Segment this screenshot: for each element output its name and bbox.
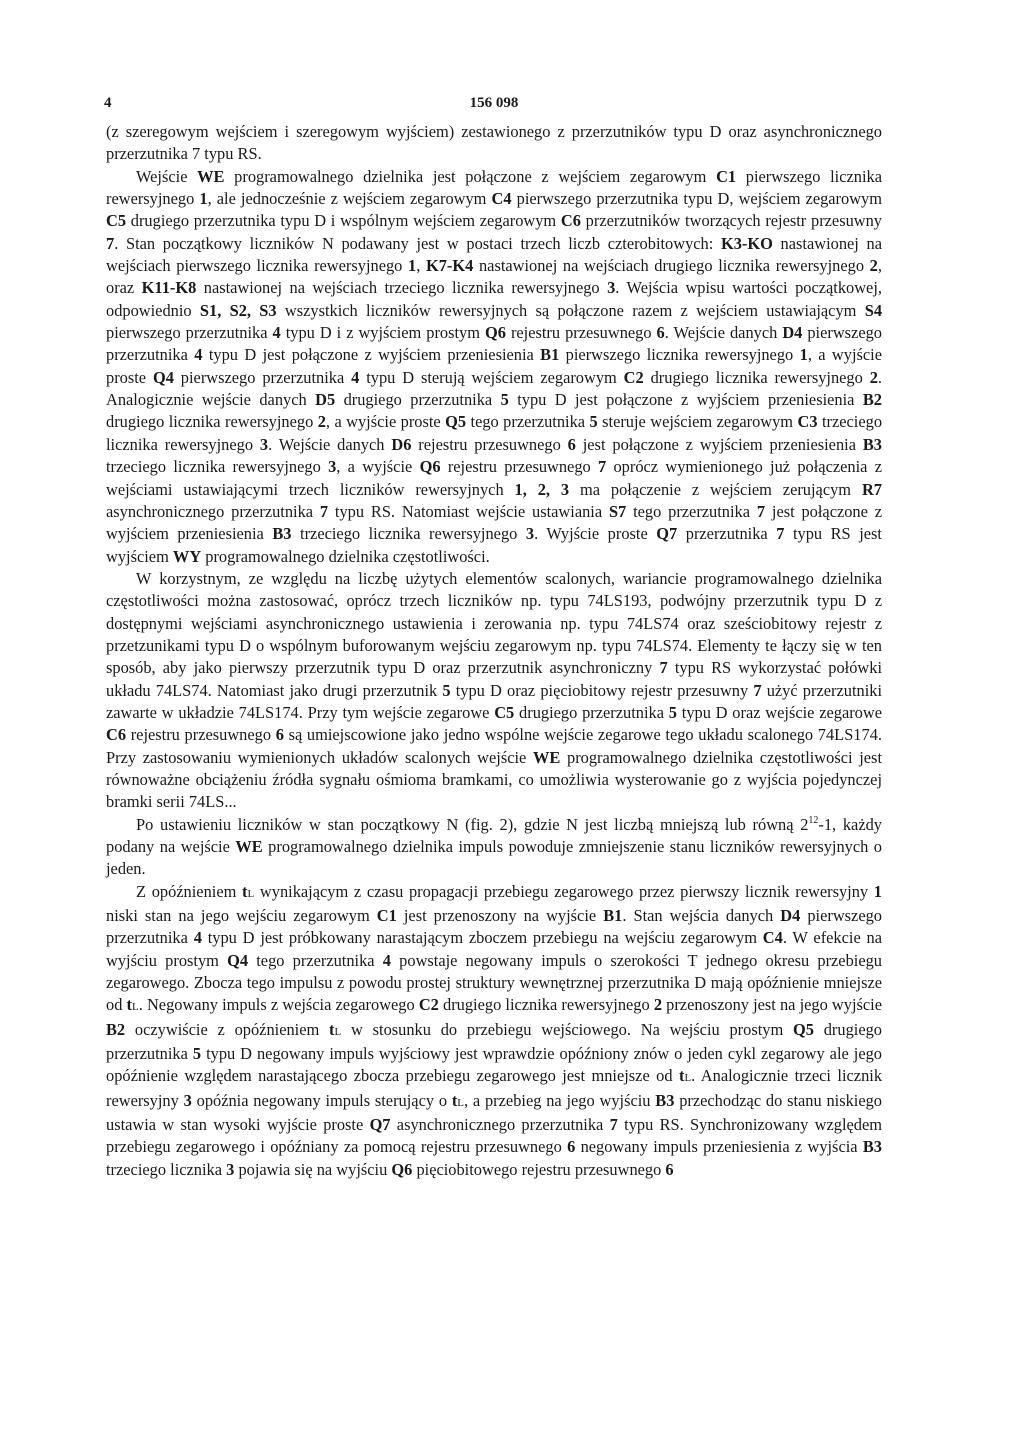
text-run: powstaje negowany impuls o szerokości T jednego okresu przebiegu zegarowego. Zbocza tego impulsu z powodu prostej struktury wewnętrznej przerzutnika D mają opóźnienie mniejsze od xyxy=(106,950,882,1015)
bold-term: D4 xyxy=(780,906,801,926)
subscript: L xyxy=(132,1001,139,1014)
text-run: drugiego licznika rewersyjnego xyxy=(438,995,654,1015)
bold-term: 6 xyxy=(665,1159,674,1179)
bold-term: D5 xyxy=(315,390,336,410)
text-run: pierwszego przerzutnika xyxy=(106,906,882,948)
bold-term: 7 xyxy=(756,501,766,521)
text-run: Wejście xyxy=(136,166,198,186)
text-run: przechodząc do stanu niskiego ustawia w stan wysoki wyjście proste xyxy=(106,1090,883,1135)
text-run: rejestru przesuwnego xyxy=(440,457,598,477)
text-run: (z szeregowym wejściem i szeregowym wyjściem) zestawionego z przerzutników typu D oraz asynchronicznego przerzutnika 7 typu RS. xyxy=(106,122,882,164)
text-run: typu RS wykorzystać połówki układu 74LS74. Natomiast jako drugi przerzutnik xyxy=(106,658,883,700)
body-text xyxy=(106,121,882,1181)
bold-term: Q6 xyxy=(419,457,441,477)
bold-term: 6 xyxy=(656,323,665,343)
bold-term: C1 xyxy=(716,166,737,186)
paragraph xyxy=(106,121,882,166)
superscript: 12 xyxy=(808,814,819,826)
bold-term: 4 xyxy=(382,950,391,970)
text-run: , xyxy=(416,256,426,276)
document-number: 156 098 xyxy=(469,95,519,111)
text-run: typu D jest połączone z wyjściem przeniesienia xyxy=(202,345,541,365)
page-header xyxy=(106,95,882,121)
bold-term: B3 xyxy=(655,1090,675,1110)
bold-term: C6 xyxy=(106,725,127,745)
bold-term: B3 xyxy=(862,1137,882,1157)
text-run: przenoszony jest na jego wyjście xyxy=(662,995,882,1015)
text-run: pierwszego przerzutnika xyxy=(173,367,352,387)
text-run: typu D sterują wejściem zegarowym xyxy=(359,367,624,387)
paragraph xyxy=(106,568,882,814)
bold-term: 5 xyxy=(192,1044,202,1064)
subscript: L xyxy=(684,1072,692,1085)
bold-term: 6 xyxy=(275,725,284,745)
text-run: typu D negowany impuls wyjściowy jest wprawdzie opóźniony znów o jeden cykl zegarowy ale jego opóźnienie względem narastającego zbocza przebiegu zegarowego jest mniejsze od xyxy=(106,1044,882,1086)
bold-term: C4 xyxy=(491,189,512,209)
text-run: pierwszego przerzutnika xyxy=(106,323,273,343)
bold-term: t xyxy=(242,881,248,901)
text-run: nastawionej na wejściach trzeciego licznika rewersyjnego xyxy=(196,278,608,298)
bold-term: C2 xyxy=(418,995,439,1015)
bold-term: 1 xyxy=(799,345,808,365)
bold-term: Q4 xyxy=(152,367,174,387)
subscript: L xyxy=(247,887,255,900)
bold-term: C3 xyxy=(797,412,818,432)
bold-term: R7 xyxy=(861,479,882,499)
text-run: , a przebieg na jego wyjściu xyxy=(464,1090,656,1110)
bold-term: 1 xyxy=(408,256,417,276)
bold-term: Q5 xyxy=(793,1019,814,1039)
text-run: jest połączone z wyjściem przeniesienia xyxy=(106,501,883,544)
bold-term: 4 xyxy=(193,928,202,948)
bold-term: 7 xyxy=(609,1115,618,1135)
text-run: pierwszego przerzutnika xyxy=(106,323,882,365)
bold-term: S4 xyxy=(864,300,883,320)
text-run: , oraz xyxy=(106,256,882,298)
bold-term: WY xyxy=(172,546,202,566)
text-run: . Wejścia wpisu wartości początkowej, odpowiednio xyxy=(106,278,882,320)
bold-term: B3 xyxy=(272,524,292,544)
bold-term: Q6 xyxy=(391,1159,413,1179)
text-run: jest przenoszony na wyjście xyxy=(396,906,604,926)
bold-term: 4 xyxy=(194,345,203,365)
text-run: . Stan początkowy liczników N podawany jest w postaci trzech liczb czterobitowych: xyxy=(114,233,721,253)
text-run: asynchronicznego przerzutnika xyxy=(390,1115,610,1135)
bold-term: t xyxy=(126,995,132,1015)
bold-term: S1, S2, S3 xyxy=(199,300,277,320)
bold-term: Q7 xyxy=(369,1115,391,1135)
bold-term: 7 xyxy=(319,501,329,521)
text-run: w stosunku do przebiegu wejściowego. Na wejściu prostym xyxy=(341,1019,793,1039)
bold-term: C6 xyxy=(560,211,581,231)
text-run: . Negowany impuls z wejścia zegarowego xyxy=(138,995,419,1015)
bold-term: WE xyxy=(235,837,263,856)
text-run: typu D oraz pięciobitowy rejestr przesuwny xyxy=(450,680,754,700)
text-run: W korzystnym, ze względu na liczbę użytych elementów scalonych, wariancie programowalnego dzielnika częstotliwości można zastosować, oprócz trzech liczników np. typu 74LS193, podwójny przerzutnik typu D z dostępnymi wejściami asynchronicznego ustawienia i zerowania np. typu 74LS74 oraz sześciobitowy rejestr z przetzunikami typu D o wspólnym buforowanym wejściu zegarowym np. typu 74LS74. Elementy te łączy się w ten sposób, aby jako pierwszy przerzutnik typu D oraz przerzutnik asynchroniczny xyxy=(106,568,882,678)
bold-term: K3-KO xyxy=(720,233,773,253)
bold-term: Q6 xyxy=(485,323,506,343)
bold-term: 6 xyxy=(567,1137,576,1157)
text-run: pięciobitowego rejestru przesuwnego xyxy=(412,1159,666,1179)
text-run: przerzutników tworzących rejestr przesuwny xyxy=(580,211,882,231)
text-run: drugiego przerzutnika xyxy=(106,1019,882,1064)
text-run: . Analogicznie wejście danych xyxy=(106,367,883,410)
text-run: użyć przerzutniki zawarte w układzie 74LS174. Przy tym wejście zegarowe xyxy=(106,680,882,722)
text-run: tego przerzutnika xyxy=(466,412,590,432)
text-run: drugiego licznika rewersyjnego xyxy=(106,412,318,432)
paragraph xyxy=(106,814,882,881)
text-run: trzeciego licznika xyxy=(106,1159,227,1179)
text-run: trzeciego licznika rewersyjnego xyxy=(106,412,883,454)
text-run: wynikającym z czasu propagacji przebiegu zegarowego przez pierwszy licznik rewersyjny xyxy=(254,881,874,901)
text-run: . W efekcie na wyjściu prostym xyxy=(106,928,882,970)
bold-term: 7 xyxy=(598,457,607,477)
text-run: negowany impuls przeniesienia z wyjścia xyxy=(575,1137,863,1157)
page-number: 4 xyxy=(104,95,112,111)
text-run: typu D jest połączone z wyjściem przeniesienia xyxy=(508,390,863,410)
text-run: oczywiście z opóźnieniem xyxy=(125,1019,330,1039)
bold-term: WE xyxy=(197,166,225,186)
bold-term: 3 xyxy=(226,1159,235,1179)
text-run: typu D i z wyjściem prostym xyxy=(280,323,485,343)
bold-term: 2 xyxy=(869,256,878,276)
bold-term: t xyxy=(678,1066,685,1086)
text-run: . Analogicznie trzeci licznik rewersyjny xyxy=(106,1066,883,1110)
text-run: . Stan wejścia danych xyxy=(622,906,781,926)
subscript: L xyxy=(334,1025,342,1038)
text-run: , a wyjście xyxy=(336,457,420,477)
text-run: typu RS. Synchronizowany względem przebiegu zegarowego i opóźniany za pomocą rejestru przesuwnego xyxy=(106,1115,883,1157)
text-run: drugiego przerzutnika xyxy=(514,702,669,722)
text-run: . Wejście danych xyxy=(268,434,392,454)
text-run: typu RS. Natomiast wejście ustawiania xyxy=(328,501,609,521)
bold-term: 3 xyxy=(328,457,337,477)
bold-term: 7 xyxy=(659,658,668,678)
text-run: pojawia się na wyjściu xyxy=(234,1159,392,1179)
text-run: nastawionej na wejściach pierwszego licznika rewersyjnego xyxy=(106,233,882,276)
bold-term: 3 xyxy=(259,434,269,454)
text-run: . Wyjście proste xyxy=(534,524,657,544)
document-page xyxy=(106,95,882,1181)
bold-term: C1 xyxy=(376,906,397,926)
text-run: typu D jest próbkowany narastającym zboczem przebiegu na wejściu zegarowym xyxy=(201,928,763,948)
bold-term: 4 xyxy=(351,367,360,387)
bold-term: D4 xyxy=(782,323,803,343)
text-run: pierwszego przerzutnika typu D, wejściem zegarowym xyxy=(511,189,882,209)
bold-term: 5 xyxy=(442,680,451,700)
text-run: pierwszego licznika rewersyjnego xyxy=(559,345,800,365)
text-run: trzeciego licznika rewersyjnego xyxy=(106,457,329,477)
text-run: rejestru przesuwnego xyxy=(505,323,657,343)
bold-term: t xyxy=(451,1090,458,1110)
text-run: tego przerzutnika xyxy=(248,950,383,970)
bold-term: 5 xyxy=(500,390,509,410)
bold-term: 7 xyxy=(106,233,115,253)
text-run: -1, każdy podany na wejście xyxy=(106,814,882,856)
bold-term: t xyxy=(329,1019,335,1039)
text-run: pierwszego licznika rewersyjnego xyxy=(106,166,882,209)
text-run: drugiego przerzutnika typu D i wspólnym wejściem zegarowym xyxy=(126,211,561,231)
bold-term: 4 xyxy=(272,323,281,343)
paragraph xyxy=(106,881,882,1181)
bold-term: C5 xyxy=(494,702,515,722)
text-run: są umiejscowione jako jedno wspólne wejście zegarowe tego układu scalonego 74LS174. Przy zastosowaniu wymienionych układów scalonych wejście xyxy=(106,725,882,767)
bold-term: 2 xyxy=(317,412,326,432)
text-run: wszystkich liczników rewersyjnych są połączone razem z wejściem ustawiającym xyxy=(276,300,865,320)
subscript: L xyxy=(457,1096,465,1109)
bold-term: K7-K4 xyxy=(425,256,474,276)
bold-term: B2 xyxy=(106,1019,126,1039)
bold-term: Q4 xyxy=(227,950,249,970)
text-run: programowalnego dzielnika częstotliwości. xyxy=(201,546,490,566)
text-run: drugiego licznika rewersyjnego xyxy=(643,367,870,387)
bold-term: C5 xyxy=(106,211,127,231)
text-run: Z opóźnieniem xyxy=(136,881,243,901)
text-run: . Wejście danych xyxy=(664,323,783,343)
text-run: rejestru przesuwnego xyxy=(126,725,276,745)
bold-term: 3 xyxy=(525,524,535,544)
bold-term: 2 xyxy=(869,367,878,387)
text-run: programowalnego dzielnika jest połączone z wejściem zegarowym xyxy=(224,166,717,186)
bold-term: Q5 xyxy=(445,412,467,432)
bold-term: 1, 2, 3 xyxy=(514,479,570,499)
text-run: programowalnego dzielnika impuls powoduje zmniejszenie stanu liczników rewersyjnych o jeden. xyxy=(106,837,882,879)
text-run: typu RS jest wyjściem xyxy=(106,524,882,566)
bold-term: B1 xyxy=(603,906,623,926)
bold-term: S7 xyxy=(608,501,627,521)
text-run: oprócz wymienionego już połączenia z wejściami ustawiającymi trzech liczników rewersyjnych xyxy=(106,457,882,499)
text-run: drugiego przerzutnika xyxy=(335,390,501,410)
bold-term: B3 xyxy=(862,434,882,454)
bold-term: 2 xyxy=(653,995,663,1015)
bold-term: 7 xyxy=(776,524,785,544)
text-run: , ale jednocześnie z wejściem zegarowym xyxy=(207,189,492,209)
text-run: trzeciego licznika rewersyjnego xyxy=(291,524,526,544)
text-run: Po ustawieniu liczników w stan początkowy N (fig. 2), gdzie N jest liczbą mniejszą lub równą 2 xyxy=(136,814,809,834)
text-run: programowalnego dzielnika częstotliwości jest równoważne obciążeniu źródła sygnału ośmioma bramkami, co umożliwia wysterowanie go z wyjścia pojedynczej bramki serii 74LS... xyxy=(106,747,882,812)
bold-term: 6 xyxy=(567,434,576,454)
text-run: przerzutnika xyxy=(677,524,777,544)
bold-term: C2 xyxy=(623,367,644,387)
text-run: jest połączone z wyjściem przeniesienia xyxy=(575,434,863,454)
text-run: opóźnia negowany impuls sterujący o xyxy=(191,1090,452,1110)
bold-term: 3 xyxy=(183,1090,192,1110)
text-run: ma połączenie z wejściem zerującym xyxy=(569,479,862,499)
text-run: asynchronicznego przerzutnika xyxy=(106,501,320,521)
bold-term: C4 xyxy=(762,928,783,948)
bold-term: 1 xyxy=(873,881,882,901)
bold-term: 1 xyxy=(199,189,208,209)
text-run: steruje wejściem zegarowym xyxy=(597,412,798,432)
bold-term: 3 xyxy=(607,278,616,298)
text-run: , a wyjście proste xyxy=(325,412,446,432)
bold-term: D6 xyxy=(391,434,412,454)
bold-term: 5 xyxy=(589,412,598,432)
text-run: , a wyjście proste xyxy=(106,345,882,387)
text-run: typu D oraz wejście zegarowe xyxy=(676,702,882,722)
bold-term: 5 xyxy=(668,702,677,722)
bold-term: B2 xyxy=(862,390,882,410)
bold-term: 7 xyxy=(753,680,762,700)
text-run: niski stan na jego wejściu zegarowym xyxy=(106,906,377,926)
text-run: rejestru przesuwnego xyxy=(411,434,568,454)
paragraph xyxy=(106,166,882,568)
bold-term: B1 xyxy=(540,345,560,365)
bold-term: K11-K8 xyxy=(141,278,197,298)
text-run: nastawionej na wejściach drugiego licznika rewersyjnego xyxy=(473,256,870,276)
text-run: tego przerzutnika xyxy=(626,501,757,521)
bold-term: Q7 xyxy=(656,524,678,544)
bold-term: WE xyxy=(533,747,561,767)
